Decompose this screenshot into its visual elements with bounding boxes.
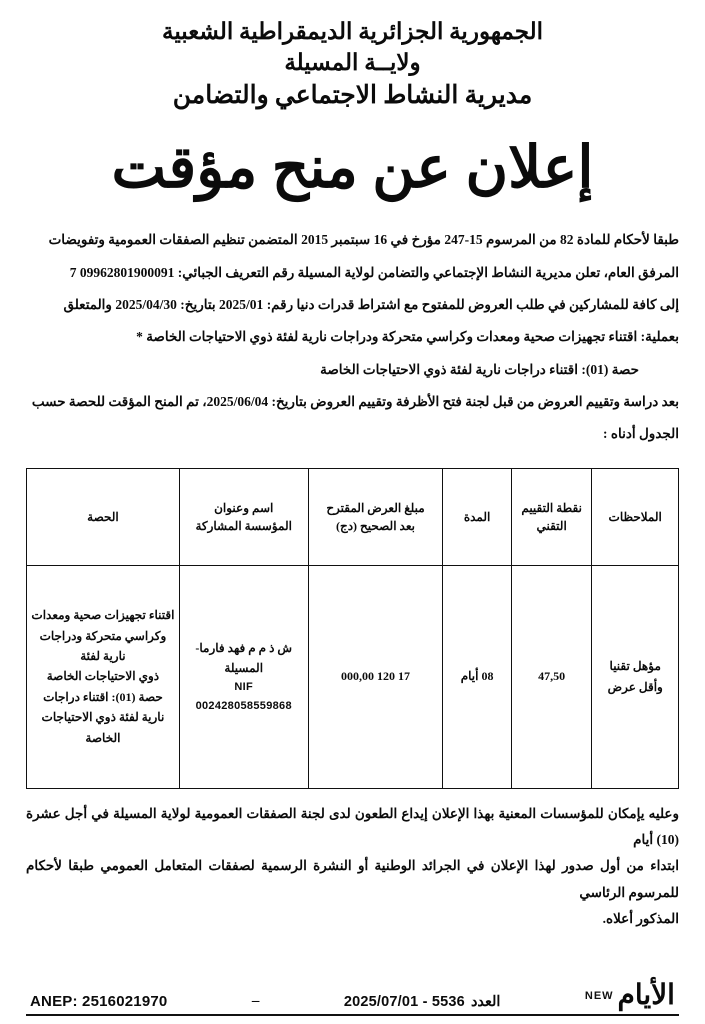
cell-lot-line1: اقتناء تجهيزات صحية ومعدات (31, 608, 175, 623)
page-title: إعلان عن منح مؤقت (111, 134, 594, 200)
column-header-duration: المدة (443, 468, 512, 565)
anep-reference: ANEP: 2516021970 (30, 993, 168, 1010)
column-header-amount-line2: بعد الصحيح (دج) (335, 518, 415, 533)
cell-remarks-line1: مؤهل تقنيا (609, 659, 661, 674)
column-header-amount (308, 468, 443, 565)
newspaper-logo-latin: NEW (584, 990, 614, 1002)
column-header-company (179, 468, 308, 565)
document-footer-bar (26, 978, 679, 1010)
cell-lot-line5: نارية لفئة ذوي الاحتياجات الخاصة (41, 710, 165, 745)
appeal-notice-line2: ابتداء من أول صدور لهذا الإعلان في الجرائد الوطنية أو النشرة الرسمية لصفقات المتعامل العمومي طبقا لأحكام للمرسوم الرئاسي (26, 858, 679, 900)
appeal-notice-line1: وعليه يإمكان للمؤسسات المعنية بهذا الإعلان إيداع الطعون لدى لجنة الصفقات العمومية لولاية المسيلة في أجل عشرة (10) أيام (26, 805, 679, 847)
cell-remarks-line2: وأقل عرض (607, 679, 663, 694)
header-country-line: الجمهورية الجزائرية الديمقراطية الشعبية (162, 19, 543, 44)
header-directorate-line: مديرية النشاط الاجتماعي والتضامن (172, 81, 533, 109)
issue-label: العدد (470, 994, 501, 1010)
cell-company-line2: المسيلة (224, 660, 264, 675)
cell-company-nif-value: 002428058559868 (195, 700, 292, 713)
cell-technical-score: 47,50 (511, 565, 592, 788)
newspaper-logo-arabic: الأيام (617, 980, 675, 1011)
body-paragraph-1: طبقا لأحكام للمادة 82 من المرسوم 15-247 مؤرخ في 16 سبتمبر 2015 المتضمن تنظيم الصفقات العمومية وتفويضات (48, 232, 679, 248)
announcement-body (26, 227, 679, 453)
footer-rule (26, 1014, 679, 1016)
header-wilaya-line: ولايــة المسيلة (284, 49, 421, 75)
issue-date: 2025/07/01 - 5536 (343, 994, 465, 1010)
column-header-remarks: الملاحظات (592, 468, 679, 565)
body-paragraph-2: المرفق العام، تعلن مديرية النشاط الإجتماعي والتضامن لولاية المسيلة رقم التعريف الجبائي: 09962801900091 7 (69, 264, 679, 280)
awards-table (26, 468, 679, 789)
cell-lot (27, 565, 180, 788)
footer-separator-dash: – (251, 993, 260, 1009)
appeal-notice-line3: المذكور أعلاه. (602, 910, 679, 926)
cell-lot-line2: وكراسي متحركة ودراجات نارية لفئة (39, 628, 167, 664)
body-paragraph-6: بعد دراسة وتقييم العروض من قبل لجنة فتح الأظرفة وتقييم العروض بتاريخ: 2025/06/04، تم المنح المؤقت للحصة حسب (31, 394, 679, 409)
column-header-technical-score-line2: التقني (536, 518, 567, 533)
column-header-technical-score-line1: نقطة التقييم (521, 500, 582, 515)
column-header-technical-score (511, 468, 592, 565)
cell-company (179, 565, 308, 788)
newspaper-logo (585, 982, 675, 1010)
body-paragraph-4: بعملية: اقتناء تجهيزات صحية ومعدات وكراسي متحركة ودراجات نارية لفئة ذوي الاحتياجات الخاصة * (136, 329, 679, 345)
cell-duration: 08 أيام (443, 565, 512, 788)
cell-lot-line4: حصة (01): اقتناء دراجات (43, 689, 163, 704)
table-row (27, 565, 679, 788)
body-paragraph-7: الجدول أدناه : (603, 426, 679, 442)
issue-info (344, 994, 501, 1010)
cell-amount: 17 120 000,00 (308, 565, 443, 788)
table-header-row (27, 468, 679, 565)
body-paragraph-3: إلى كافة للمشاركين في طلب العروض للمفتوح مع اشتراط قدرات دنيا رقم: 2025/01 بتاريخ: 2025/04/30 والمتعلق (63, 297, 679, 313)
cell-remarks (592, 565, 679, 788)
body-lot-line: حصة (01): اقتناء دراجات نارية لفئة ذوي الاحتياجات الخاصة (320, 361, 639, 377)
column-header-company-line2: المؤسسة المشاركة (195, 518, 292, 533)
cell-lot-line3: ذوي الاحتياجات الخاصة (46, 669, 160, 684)
column-header-amount-line1: مبلغ العرض المقترح (326, 500, 425, 515)
appeal-notice (26, 801, 679, 933)
document-header (26, 18, 679, 113)
column-header-lot: الحصة (27, 468, 180, 565)
cell-company-nif-label: NIF (234, 681, 254, 694)
column-header-company-line1: اسم وعنوان (214, 500, 274, 515)
cell-company-line1: ش ذ م م فهد فارما- (195, 640, 293, 655)
